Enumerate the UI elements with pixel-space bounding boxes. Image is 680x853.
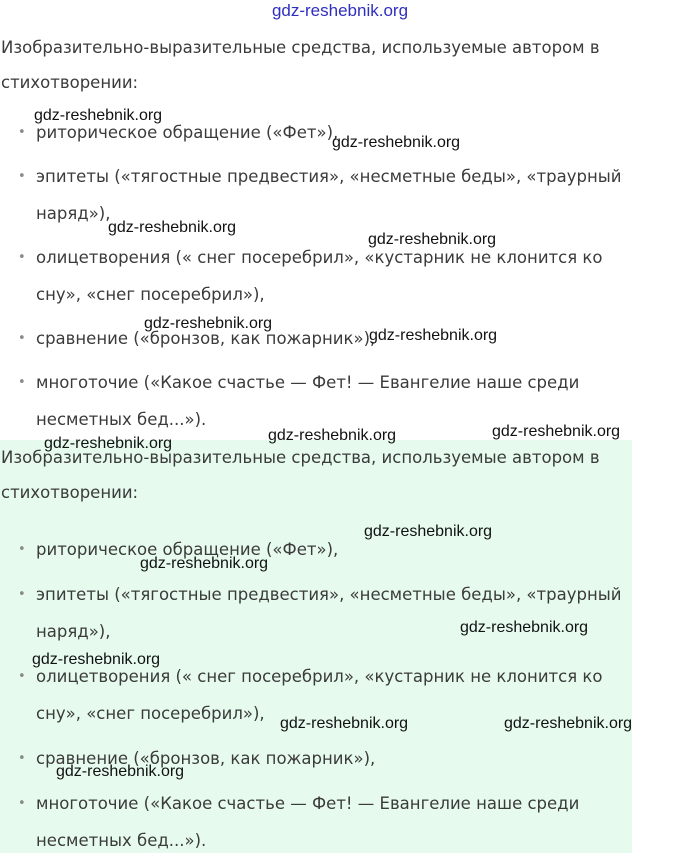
list-item-text: многоточие («Какое счастье — Фет! — Евангелие наше среди несметных бед...»). [36, 373, 580, 429]
bullet-icon: • [18, 375, 26, 390]
section-top-list [0, 114, 632, 438]
watermark-text: gdz-reshebnik.org [56, 763, 185, 780]
bullet-icon: • [18, 587, 26, 602]
bullet-icon: • [18, 169, 26, 184]
list-item-text: олицетворения (« снег посеребрил», «кустарник не клонится ко сну», «снег посеребрил»), [36, 248, 603, 304]
list-item [0, 239, 632, 313]
list-item [0, 785, 636, 853]
list-item-text: сравнение («бронзов, как пожарник»), [36, 749, 376, 768]
bullet-icon: • [18, 796, 26, 811]
bullet-icon: • [18, 125, 26, 140]
list-item-text: эпитеты («тягостные предвестия», «несметные беды», «траурный наряд»), [36, 167, 622, 223]
bullet-icon: • [18, 751, 26, 766]
section-bottom-list [0, 531, 632, 853]
watermark-text: gdz-reshebnik.org [144, 315, 273, 332]
list-item-text: олицетворения (« снег посеребрил», «кустарник не клонится ко сну», «снег посеребрил»), [36, 667, 603, 723]
header-watermark: gdz-reshebnik.org [271, 1, 409, 20]
list-item [0, 158, 676, 232]
bullet-icon: • [18, 542, 26, 557]
watermark-text: gdz-reshebnik.org [369, 327, 498, 344]
watermark-text: gdz-reshebnik.org [32, 651, 161, 668]
section-bottom-intro: Изобразительно-выразительные средства, используемые автором в стихотворении: [1, 448, 600, 502]
watermark-text: gdz-reshebnik.org [44, 435, 173, 452]
list-item-text: многоточие («Какое счастье — Фет! — Евангелие наше среди несметных бед...»). [36, 794, 580, 850]
bullet-icon: • [18, 669, 26, 684]
watermark-text: gdz-reshebnik.org [492, 423, 621, 440]
list-item [0, 531, 636, 568]
watermark-text: gdz-reshebnik.org [368, 231, 497, 248]
bullet-icon: • [18, 250, 26, 265]
list-item-text: риторическое обращение («Фет»), [36, 123, 339, 142]
watermark-text: gdz-reshebnik.org [34, 107, 163, 124]
watermark-text: gdz-reshebnik.org [504, 715, 633, 732]
watermark-text: gdz-reshebnik.org [268, 427, 397, 444]
section-top [0, 30, 632, 440]
list-item-text: риторическое обращение («Фет»), [36, 540, 339, 559]
watermark-text: gdz-reshebnik.org [140, 555, 269, 572]
watermark-text: gdz-reshebnik.org [460, 619, 589, 636]
list-item [0, 576, 636, 650]
watermark-text: gdz-reshebnik.org [280, 715, 409, 732]
list-item [0, 320, 632, 357]
section-bottom-highlighted [0, 440, 632, 853]
watermark-text: gdz-reshebnik.org [108, 219, 237, 236]
bullet-icon: • [18, 331, 26, 346]
watermark-text: gdz-reshebnik.org [332, 134, 461, 151]
list-item-text: эпитеты («тягостные предвестия», «несметные беды», «траурный наряд»), [36, 585, 622, 641]
section-top-intro: Изобразительно-выразительные средства, используемые автором в стихотворении: [1, 38, 600, 92]
watermark-text: gdz-reshebnik.org [364, 523, 493, 540]
list-item-text: сравнение («бронзов, как пожарник»), [36, 329, 376, 348]
